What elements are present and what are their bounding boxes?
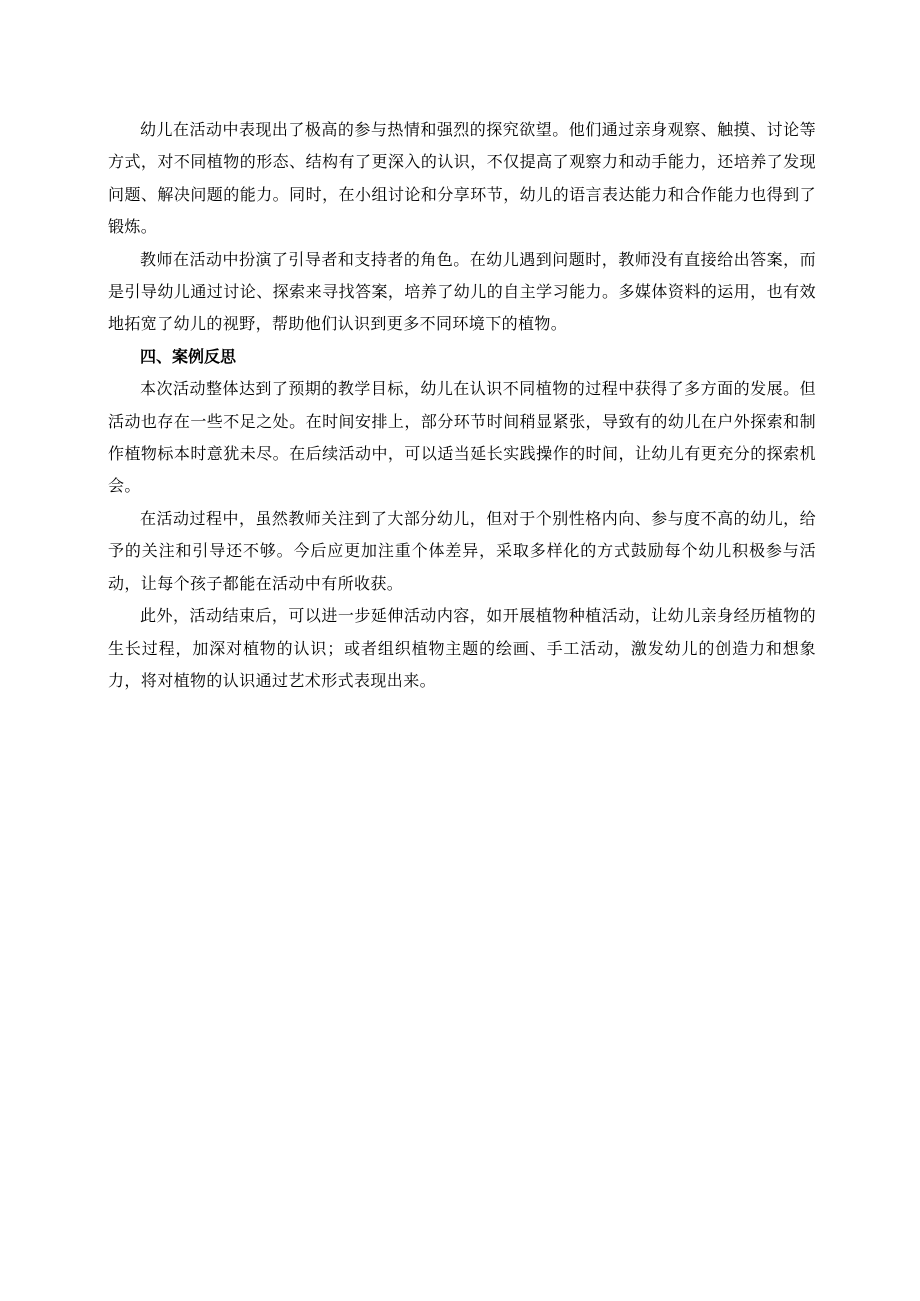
section-heading-case-reflection: 四、案例反思: [140, 346, 237, 366]
document-page: [108, 114, 816, 697]
paragraph-extension-activities: 此外，活动结束后，可以进一步延伸活动内容，如开展植物种植活动，让幼儿亲身经历植物的生长过程，加深对植物的认识；或者组织植物主题的绘画、手工活动，激发幼儿的创造力和想象力，将对植物的认识通过艺术形式表现出来。: [108, 606, 816, 690]
paragraph-child-engagement: 幼儿在活动中表现出了极高的参与热情和强烈的探究欲望。他们通过亲身观察、触摸、讨论等方式，对不同植物的形态、结构有了更深入的认识，不仅提高了观察力和动手能力，还培养了发现问题、解决问题的能力。同时，在小组讨论和分享环节，幼儿的语言表达能力和合作能力也得到了锻炼。: [108, 120, 816, 237]
paragraph-individual-differences: 在活动过程中，虽然教师关注到了大部分幼儿，但对于个别性格内向、参与度不高的幼儿，给予的关注和引导还不够。今后应更加注重个体差异，采取多样化的方式鼓励每个幼儿积极参与活动，让每个孩子都能在活动中有所收获。: [108, 508, 816, 593]
paragraph-overall-reflection: 本次活动整体达到了预期的教学目标，幼儿在认识不同植物的过程中获得了多方面的发展。但活动也存在一些不足之处。在时间安排上，部分环节时间稍显紧张，导致有的幼儿在户外探索和制作植物标本时意犹未尽。在后续活动中，可以适当延长实践操作的时间，让幼儿有更充分的探索机会。: [108, 379, 816, 496]
paragraph-teacher-role: 教师在活动中扮演了引导者和支持者的角色。在幼儿遇到问题时，教师没有直接给出答案，而是引导幼儿通过讨论、探索来寻找答案，培养了幼儿的自主学习能力。多媒体资料的运用，也有效地拓宽了幼儿的视野，帮助他们认识到更多不同环境下的植物。: [108, 249, 816, 334]
